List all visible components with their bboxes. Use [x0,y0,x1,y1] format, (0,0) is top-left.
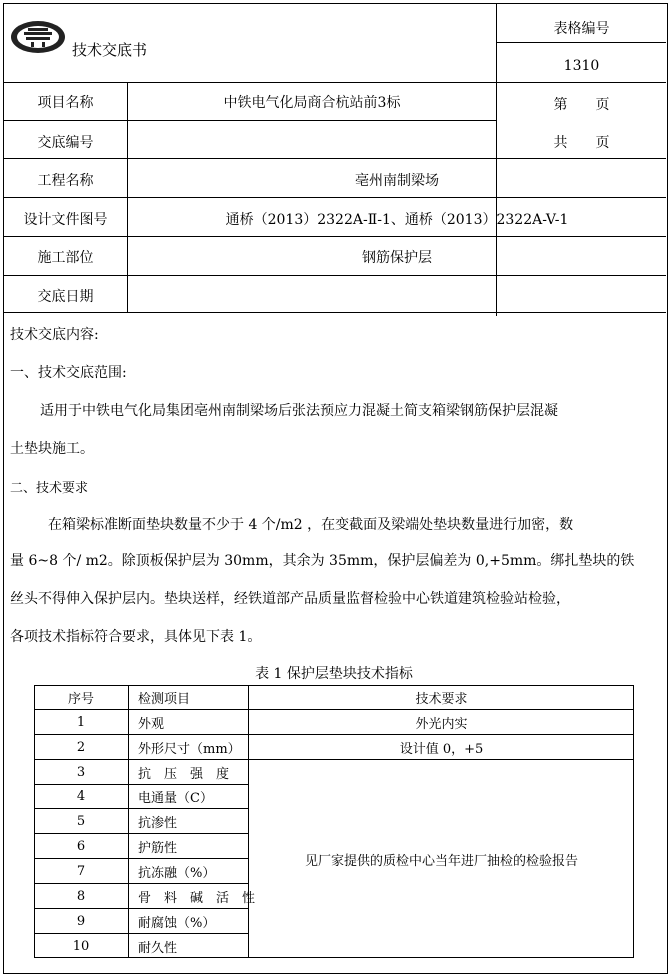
row-item: 抗冻融（%） [138,865,216,881]
design-doc-value: 通桥（2013）2322A-Ⅱ-1、通桥（2013）2322A-V-1 [225,212,569,228]
row-no: 10 [72,938,90,954]
row-item: 外形尺寸（mm） [138,741,241,757]
row-no: 7 [76,863,86,879]
form-no-value: 1310 [563,58,600,74]
design-doc-label: 设计文件图号 [23,212,108,228]
row-no: 3 [76,764,86,780]
table-caption: 表 1 保护层垫块技术指标 [255,666,413,682]
row-no: 9 [76,913,86,929]
work-name-label: 工程名称 [37,173,94,189]
brief-date-value [128,282,666,310]
section2-line3: 丝头不得伸入保护层内。垫块送样，经铁道部产品质量监督检验中心铁道建筑检验站检验， [10,591,570,607]
section2-title: 二、技术要求 [10,481,89,496]
row-req: 设计值 0，+5 [399,741,484,757]
brief-no-label: 交底编号 [37,135,94,151]
table-header-no: 序号 [67,691,94,707]
page-label: 第 页 [553,97,610,113]
table-header-item: 检测项目 [138,691,191,707]
row-no: 1 [76,714,86,730]
row-req: 外光内实 [415,716,468,732]
section1-title: 一、技术交底范围: [10,365,127,381]
section2-line4: 各项技术指标符合要求，具体见下表 1。 [10,629,262,645]
row-no: 5 [76,813,86,829]
construction-part-label: 施工部位 [37,250,94,266]
section2-line2: 量 6~8 个/ m2。除顶板保护层为 30mm，其余为 35mm，保护层偏差为 0,+5mm。绑扎垫块的铁 [10,553,635,569]
work-name-value: 亳州南制梁场 [355,173,439,189]
table-header-req: 技术要求 [415,691,468,707]
row-item: 抗渗性 [138,815,178,831]
form-no-label: 表格编号 [553,21,610,37]
doc-title: 技术交底书 [72,40,148,59]
row-no: 6 [76,838,86,854]
row-no: 8 [76,888,86,904]
project-name-value: 中铁电气化局商合杭站前3标 [223,95,401,111]
row-item: 抗 压 强 度 [138,766,230,782]
section1-line1: 适用于中铁电气化局集团亳州南制梁场后张法预应力混凝土简支箱梁钢筋保护层混凝 [40,403,558,419]
row-item: 耐久性 [138,940,178,956]
section2-line1: 在箱梁标准断面垫块数量不少于 4 个/m2 ，在变截面及梁端处垫块数量进行加密，数 [48,517,574,533]
company-logo [10,20,66,54]
row-item: 电通量（C） [138,791,213,806]
content-heading: 技术交底内容: [10,327,99,343]
row-item: 骨 料 碱 活 性 [138,890,256,906]
construction-part-value: 钢筋保护层 [362,250,432,266]
brief-no-value [128,128,496,156]
spec-table [34,685,634,958]
brief-date-label: 交底日期 [37,289,94,305]
row-no: 2 [76,739,86,755]
section1-line2: 土垫块施工。 [10,441,94,457]
total-label: 共 页 [553,135,610,151]
row-item: 外观 [138,716,165,732]
merged-requirement: 见厂家提供的质检中心当年进厂抽检的检验报告 [304,853,578,869]
row-item: 耐腐蚀（%） [138,915,216,931]
row-no: 4 [76,789,86,804]
row-item: 护筋性 [138,840,178,856]
project-name-label: 项目名称 [37,95,94,111]
